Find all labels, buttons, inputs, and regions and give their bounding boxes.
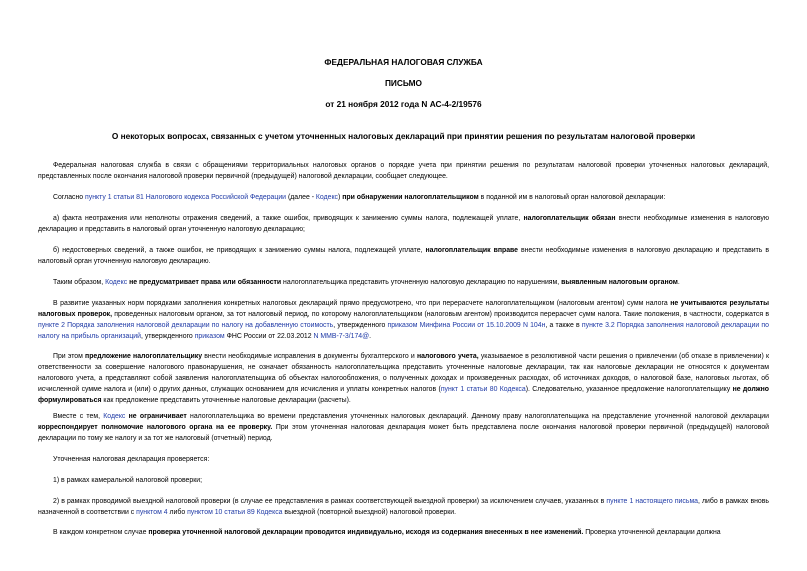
text: 2) в рамках проводимой выездной налоговой проверки (в случае ее представления в рамках соответствующей выездной проверки) за исключением случаев, указанных в [53,498,607,505]
bold-text: не учитываются результаты налоговых проверок, [38,300,769,318]
text: . [369,333,372,340]
text: проведенных налоговым органом, за тот налоговый период, по которому налогоплательщиком (налоговым агентом) производится перерасчет сумм налога. Такие положения, в частности, содержатся в [112,311,769,318]
text: 1) в рамках камеральной налоговой проверки; [53,477,202,484]
paragraph-7 [38,351,769,406]
link-code[interactable]: Кодекс [315,194,339,201]
doc-date-number: от 21 ноября 2012 года N АС-4-2/19576 [325,99,482,109]
link-tax-code-art81[interactable]: пункту 1 статьи 81 Налогового кодекса Российской Федерации [85,194,287,201]
text: внести необходимые изменения в налоговую декларацию и представить в налоговый орган уточненную налоговую декларацию. [38,247,769,265]
text: ) [338,194,343,201]
paragraph-4 [38,245,769,267]
text: либо [167,509,188,516]
link-code-art80[interactable]: пункт 1 статьи 80 Кодекса [440,386,526,393]
link-vat-declaration-procedure[interactable]: пункте 2 Порядка заполнения налоговой декларации по налогу на добавленную стоимость [38,322,334,329]
link-code-art89[interactable]: пунктом 10 статьи 89 Кодекса [187,509,283,516]
text: указываемое в резолютивной части решения о привлечении (об отказе в привлечении) к ответственности за совершение налогового правонарушения, не означает обязанность налогоплательщика представить уточненные налоговые декларации, так как налоговые декларации не относятся к документам налогового учета, а представляют собой заявления налогоплательщика об объектах налогообложения, о полученных доходах и произведенных расходах, об источниках доходов, о налоговой базе, налоговых льготах, об исчисленной сумме налога и (или) о других данных, служащих основанием для исчисления и уплаты конкретных налогов ( [38,353,769,393]
link-profit-declaration-procedure[interactable]: пункте 3.2 Порядка заполнения налоговой декларации по налогу на прибыль организаций [38,322,769,340]
text: , а также в [545,322,582,329]
text: . [677,279,680,286]
link-minfin-order[interactable]: приказом Минфина России от 15.10.2009 N 104н [387,322,546,329]
text: Уточненная налоговая декларация проверяется: [53,456,210,463]
link-item4[interactable]: пунктом 4 [136,509,168,516]
paragraph-1 [38,160,769,182]
link-code[interactable]: Кодекс [105,279,128,286]
text: б) недостоверных сведений, а также ошибок, не приводящих к занижению суммы налога, подлежащей уплате, [53,247,426,254]
link-order-number[interactable]: N ММВ-7-3/174@ [313,333,370,340]
paragraph-2 [38,192,769,203]
text: выездной (повторной выездной) налоговой проверки. [282,509,457,516]
bold-text: не должно формулироваться [38,386,769,404]
paragraph-3 [38,213,769,235]
text: Вместе с тем, [53,413,104,420]
text: , утвержденного [333,322,388,329]
bold-text: предложение налогоплательщику [85,353,203,360]
doc-type-title: ПИСЬМО [384,78,423,88]
paragraph-9 [38,454,769,465]
bold-text: корреспондирует полномочие налогового органа на ее проверку. [38,424,273,431]
bold-text: выявленным налоговым органом [561,279,678,286]
paragraph-5 [38,277,769,288]
text: В развитие указанных норм порядками заполнения конкретных налоговых деклараций прямо предусмотрено, что при перерасчете налогоплательщиком (налоговым агентом) сумм налога [53,300,671,307]
link-fns-order[interactable]: приказом [194,333,225,340]
paragraph-8 [38,411,769,444]
link-code[interactable]: Кодекс [103,413,126,420]
text: как предложение представить уточненные налоговые декларации (расчеты). [101,397,351,404]
paragraph-6 [38,298,769,342]
bold-text: налогового учета, [416,353,479,360]
bold-text: проверка уточненной налоговой декларации проводится индивидуально, исходя из содержания внесенных в нее изменений. [148,529,584,536]
text: (далее - [286,194,316,201]
text: налогоплательщика представить уточненную налоговую декларацию по нарушениям, [281,279,562,286]
letter-subject: О некоторых вопросах, связанных с учетом уточненных налоговых деклараций при принятии решения по результатам налоговой проверки [111,131,696,141]
paragraph-10 [38,475,769,486]
bold-text: не ограничивает [125,413,187,420]
paragraph-11 [38,496,769,518]
text: в поданной им в налоговый орган налоговой декларации: [478,194,666,201]
text: внести необходимые исправления в документы бухгалтерского и [202,353,417,360]
text: При этом уточненная налоговая декларация может быть представлена после окончания налоговой проверки первичной (предыдущей) налоговой декларации по тому же налогу и за тот же налоговый (отчетный) период. [38,424,769,442]
bold-text: не предусматривает права или обязанности [127,279,282,286]
text: налогоплательщика во времени представления уточненных налоговых деклараций. Данному праву налогоплательщика на представление уточненной налоговой декларации [186,413,769,420]
text: , либо в рамках вновь назначенной в соответствии с [38,498,769,516]
org-title: ФЕДЕРАЛЬНАЯ НАЛОГОВАЯ СЛУЖБА [324,57,483,67]
text: ). Следовательно, указанное предложение налогоплательщику [525,386,733,393]
text: внести необходимые изменения в налоговую декларацию и представить в налоговый орган уточненную налоговую декларацию; [38,215,770,233]
text: Федеральная налоговая служба в связи с обращениями территориальных налоговых органов о порядке учета при принятии решения по результатам налоговой проверки уточненных налоговых деклараций, представленных после окончания налоговой проверки первичной (предыдущей) налоговой декларации, сообщает следующее. [38,162,769,180]
bold-text: налогоплательщик вправе [425,247,518,254]
bold-text: при обнаружении налогоплательщиком [342,194,479,201]
text: Таким образом, [53,279,106,286]
link-this-letter-item1[interactable]: пункте 1 настоящего письма [606,498,699,505]
text: Согласно [53,194,86,201]
text: Проверка уточненной декларации должна [583,529,721,536]
text: , утвержденного [140,333,195,340]
text: В каждом конкретном случае [53,529,149,536]
paragraph-12 [38,527,769,538]
bold-text: налогоплательщик обязан [523,215,616,222]
text: При этом [53,353,86,360]
text: ФНС России от 22.03.2012 [224,333,314,340]
text: а) факта неотражения или неполноты отражения сведений, а также ошибок, приводящих к занижению суммы налога, подлежащей уплате, [53,215,524,222]
